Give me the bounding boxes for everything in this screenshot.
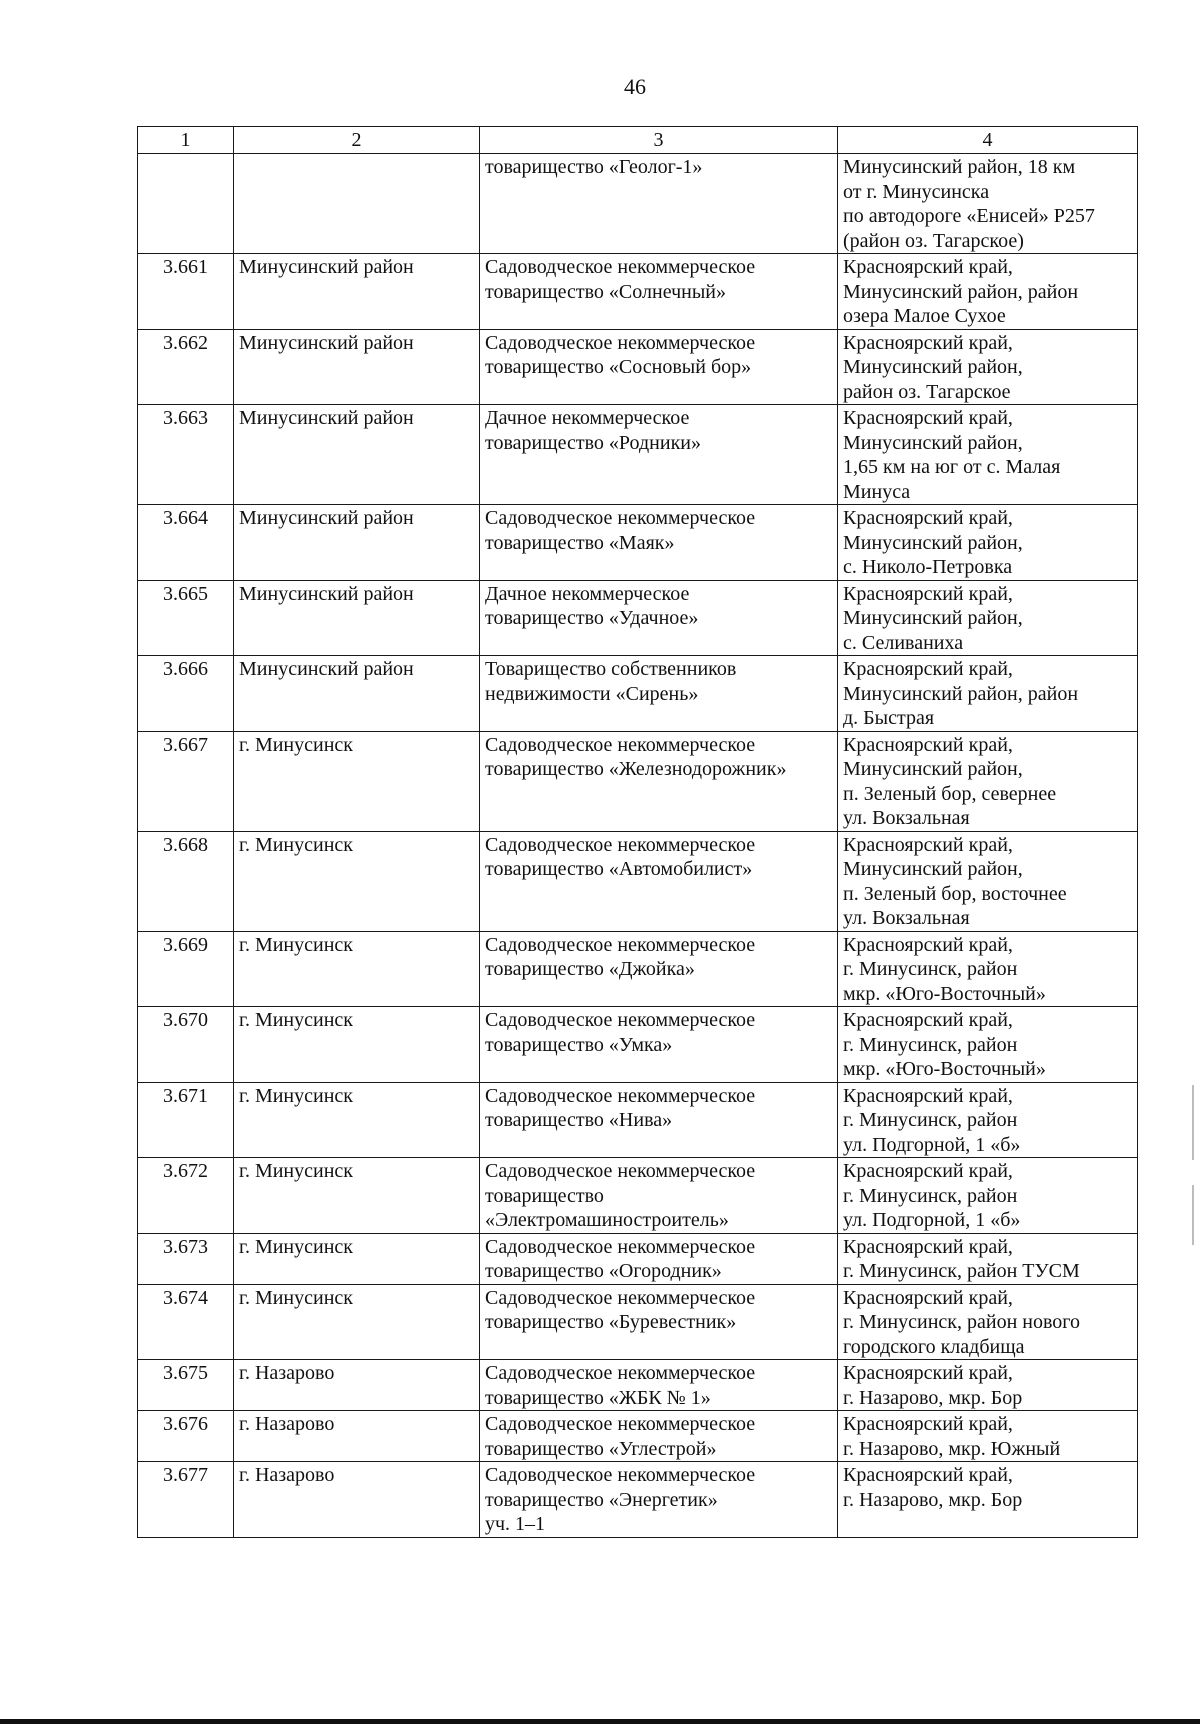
cell-number: 3.666 [138,656,234,732]
cell-number: 3.665 [138,580,234,656]
table-row [138,329,1138,405]
cell-municipality: г. Минусинск [234,1233,480,1284]
table-row [138,405,1138,505]
cell-number: 3.663 [138,405,234,505]
cell-location: Красноярский край, Минусинский район, район оз. Тагарское [838,329,1138,405]
cell-municipality: г. Минусинск [234,931,480,1007]
cell-municipality: г. Минусинск [234,1284,480,1360]
cell-municipality: г. Минусинск [234,831,480,931]
table-row [138,1411,1138,1462]
cell-municipality: Минусинский район [234,329,480,405]
cell-number: 3.673 [138,1233,234,1284]
cell-location: Красноярский край, г. Минусинск, район мкр. «Юго-Восточный» [838,931,1138,1007]
cell-organization-name: Садоводческое некоммерческое товарищество «Электромашиностроитель» [480,1158,838,1234]
table-row [138,1158,1138,1234]
cell-municipality: г. Назарово [234,1462,480,1538]
table-row [138,731,1138,831]
cell-municipality: Минусинский район [234,580,480,656]
cell-number: 3.664 [138,505,234,581]
cell-municipality: г. Минусинск [234,1158,480,1234]
registry-table [137,126,1138,1538]
cell-municipality: г. Минусинск [234,731,480,831]
header-col-2: 2 [234,127,480,154]
cell-organization-name: Садоводческое некоммерческое товарищество «Сосновый бор» [480,329,838,405]
table-row [138,656,1138,732]
cell-organization-name: Садоводческое некоммерческое товарищество «Нива» [480,1082,838,1158]
table-row [138,1007,1138,1083]
scan-bottom-edge [0,1719,1200,1724]
cell-organization-name: Садоводческое некоммерческое товарищество «ЖБК № 1» [480,1360,838,1411]
cell-municipality [234,154,480,254]
cell-number: 3.668 [138,831,234,931]
table-row [138,580,1138,656]
cell-location: Красноярский край, Минусинский район, п. Зеленый бор, восточнее ул. Вокзальная [838,831,1138,931]
cell-number: 3.672 [138,1158,234,1234]
table-body [138,154,1138,1538]
table-row [138,505,1138,581]
table-row [138,1462,1138,1538]
cell-number: 3.677 [138,1462,234,1538]
cell-number: 3.661 [138,254,234,330]
header-col-4: 4 [838,127,1138,154]
cell-municipality: Минусинский район [234,505,480,581]
cell-municipality: г. Минусинск [234,1007,480,1083]
cell-organization-name: Дачное некоммерческое товарищество «Удачное» [480,580,838,656]
table-row [138,1082,1138,1158]
cell-location: Красноярский край, Минусинский район, район озера Малое Сухое [838,254,1138,330]
cell-number: 3.662 [138,329,234,405]
header-col-3: 3 [480,127,838,154]
cell-location: Красноярский край, г. Минусинск, район мкр. «Юго-Восточный» [838,1007,1138,1083]
cell-organization-name: Садоводческое некоммерческое товарищество «Умка» [480,1007,838,1083]
cell-organization-name: Садоводческое некоммерческое товарищество «Огородник» [480,1233,838,1284]
cell-organization-name: Садоводческое некоммерческое товарищество «Маяк» [480,505,838,581]
cell-number: 3.671 [138,1082,234,1158]
cell-organization-name: Садоводческое некоммерческое товарищество «Солнечный» [480,254,838,330]
table-row [138,1284,1138,1360]
cell-location: Красноярский край, г. Назарово, мкр. Южный [838,1411,1138,1462]
page-number: 46 [624,74,646,99]
cell-municipality: Минусинский район [234,656,480,732]
cell-location: Красноярский край, Минусинский район, с. Селиваниха [838,580,1138,656]
table-row [138,1360,1138,1411]
cell-location: Минусинский район, 18 км от г. Минусинска по автодороге «Енисей» Р257 (район оз. Тагарское) [838,154,1138,254]
cell-location: Красноярский край, г. Минусинск, район ул. Подгорной, 1 «б» [838,1082,1138,1158]
cell-number: 3.667 [138,731,234,831]
cell-organization-name: Садоводческое некоммерческое товарищество «Железнодорожник» [480,731,838,831]
cell-organization-name: Садоводческое некоммерческое товарищество «Джойка» [480,931,838,1007]
cell-number: 3.675 [138,1360,234,1411]
cell-number: 3.670 [138,1007,234,1083]
table-header-row [138,127,1138,154]
cell-number [138,154,234,254]
cell-location: Красноярский край, г. Минусинск, район нового городского кладбища [838,1284,1138,1360]
table-row [138,254,1138,330]
cell-municipality: г. Назарово [234,1360,480,1411]
cell-organization-name: Садоводческое некоммерческое товарищество «Углестрой» [480,1411,838,1462]
cell-municipality: г. Назарово [234,1411,480,1462]
header-col-1: 1 [138,127,234,154]
cell-location: Красноярский край, г. Минусинск, район ул. Подгорной, 1 «б» [838,1158,1138,1234]
scan-edge-mark [1192,1085,1194,1160]
cell-location: Красноярский край, г. Назарово, мкр. Бор [838,1462,1138,1538]
cell-municipality: г. Минусинск [234,1082,480,1158]
cell-organization-name: Садоводческое некоммерческое товарищество «Энергетик» уч. 1–1 [480,1462,838,1538]
cell-location: Красноярский край, г. Назарово, мкр. Бор [838,1360,1138,1411]
cell-organization-name: Товарищество собственников недвижимости «Сирень» [480,656,838,732]
cell-location: Красноярский край, Минусинский район, с. Николо-Петровка [838,505,1138,581]
cell-number: 3.674 [138,1284,234,1360]
cell-number: 3.669 [138,931,234,1007]
cell-municipality: Минусинский район [234,254,480,330]
table-row [138,831,1138,931]
cell-organization-name: товарищество «Геолог-1» [480,154,838,254]
cell-municipality: Минусинский район [234,405,480,505]
table-row [138,154,1138,254]
cell-location: Красноярский край, Минусинский район, 1,65 км на юг от с. Малая Минуса [838,405,1138,505]
scan-edge-mark [1192,1185,1194,1245]
cell-organization-name: Садоводческое некоммерческое товарищество «Буревестник» [480,1284,838,1360]
cell-organization-name: Садоводческое некоммерческое товарищество «Автомобилист» [480,831,838,931]
cell-location: Красноярский край, Минусинский район, район д. Быстрая [838,656,1138,732]
table-row [138,931,1138,1007]
cell-location: Красноярский край, Минусинский район, п. Зеленый бор, севернее ул. Вокзальная [838,731,1138,831]
cell-location: Красноярский край, г. Минусинск, район ТУСМ [838,1233,1138,1284]
table-row [138,1233,1138,1284]
cell-number: 3.676 [138,1411,234,1462]
cell-organization-name: Дачное некоммерческое товарищество «Родники» [480,405,838,505]
